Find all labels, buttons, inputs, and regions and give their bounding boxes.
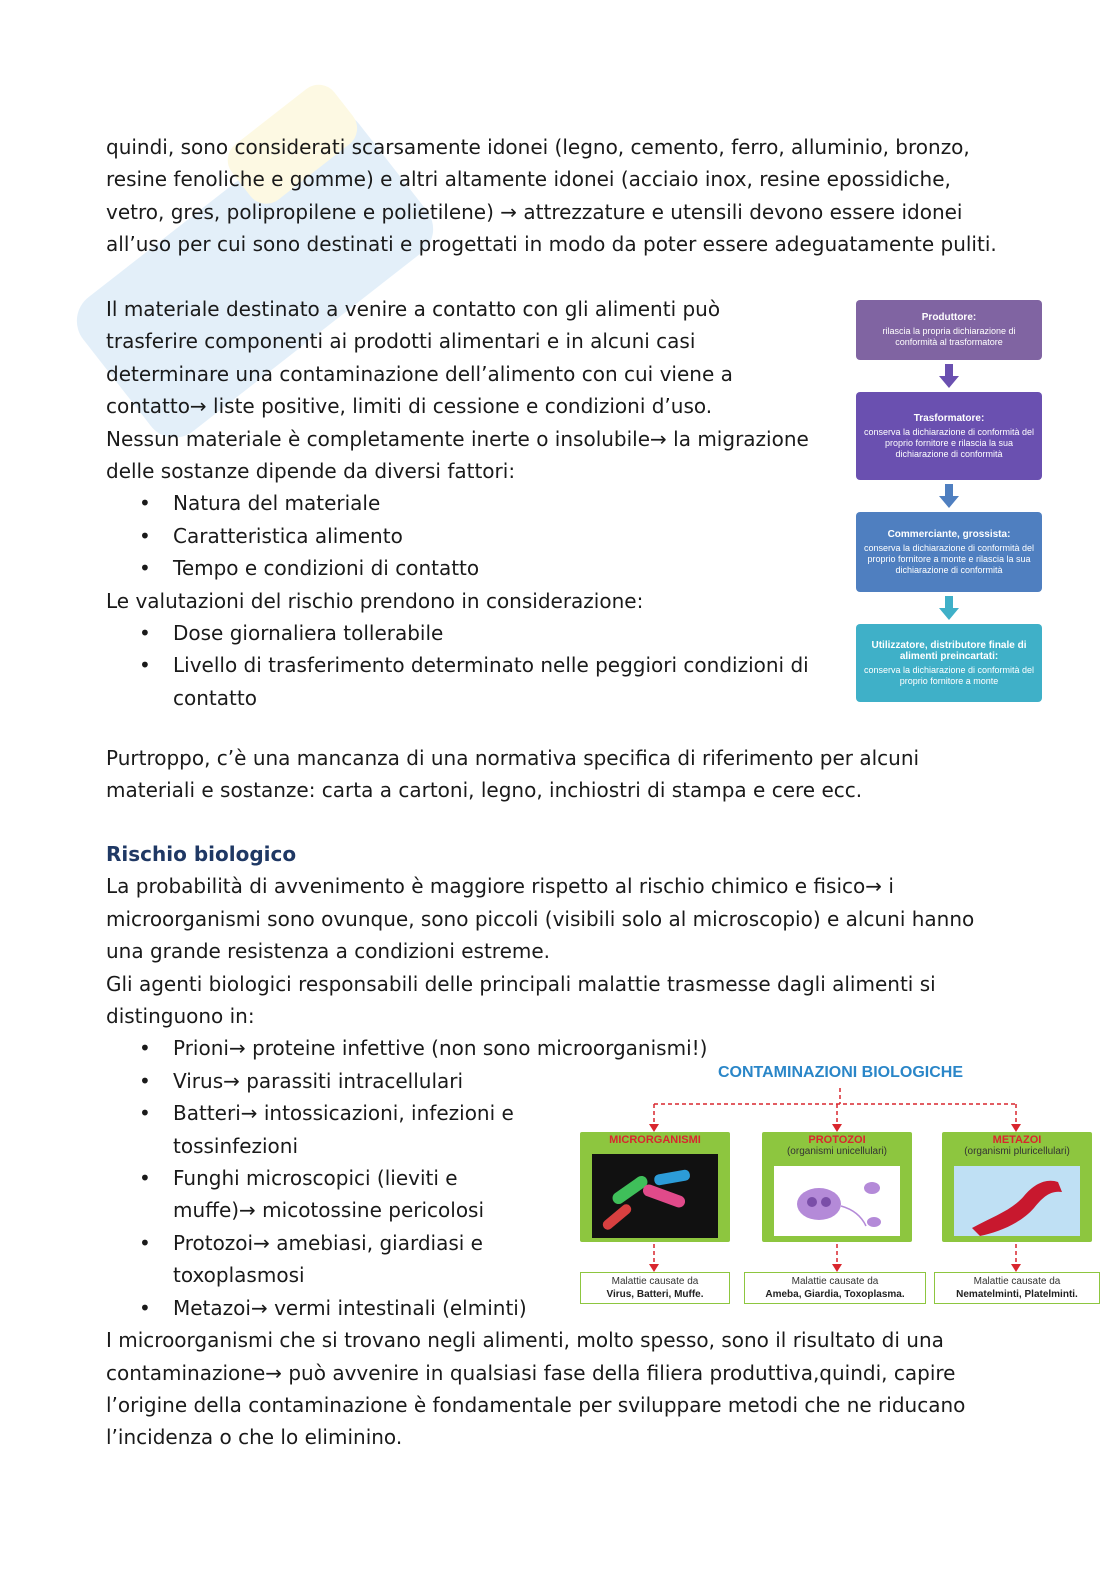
disease-box: Malattie causate da Ameba, Giardia, Toxoplasma. <box>744 1272 926 1304</box>
list-item: • Natura del materiale <box>106 487 818 519</box>
disease-box: Malattie causate da Virus, Batteri, Muffe. <box>580 1272 730 1304</box>
disease-box: Malattie causate da Nematelminti, Platelminti. <box>934 1272 1100 1304</box>
list-item: • Metazoi→ vermi intestinali (elminti) <box>106 1292 1006 1324</box>
bio-paragraph-2: Gli agenti biologici responsabili delle principali malattie trasmesse dagli alimenti si distinguono in: <box>106 971 936 1029</box>
bacteria-image <box>592 1154 718 1238</box>
factors-list <box>106 487 818 584</box>
list-item: • Dose giornaliera tollerabile <box>106 617 818 649</box>
flow-box-producer: Produttore: rilascia la propria dichiarazione di conformità al trasformatore <box>856 300 1042 360</box>
arrow-down-icon <box>939 596 959 620</box>
diagram-title: CONTAMINAZIONI BIOLOGICHE <box>717 1064 964 1081</box>
list-item: • Tempo e condizioni di contatto <box>106 552 818 584</box>
list-item: • Virus→ parassiti intracellulari <box>106 1065 1006 1097</box>
list-item: • Batteri→ intossicazioni, infezioni e tossinfezioni <box>106 1097 545 1162</box>
arrow-down-icon <box>939 484 959 508</box>
category-metazoi: METAZOI (organismi pluricellulari) <box>942 1132 1092 1242</box>
bio-paragraph-3: I microorganismi che si trovano negli alimenti, molto spesso, sono il risultato di una contaminazione→ può avvenire in qualsiasi fase della filiera produttiva,quindi, capire l’origine della contaminazione è fondamentale per sviluppare metodi che ne riducano l’incidenza o che lo eliminino. <box>106 1328 966 1450</box>
list-item: • Funghi microscopici (lieviti e muffe)→ micotossine pericolosi <box>106 1162 545 1227</box>
conformity-flowchart <box>856 300 1042 702</box>
list-item: • Prioni→ proteine infettive (non sono microorganismi!) <box>106 1032 1006 1064</box>
intro-paragraph: quindi, sono considerati scarsamente idonei (legno, cemento, ferro, alluminio, bronzo, resine fenoliche e gomme) e altri altamente idonei (acciaio inox, resine epossidiche, vetro, gres, polipropilene e polietilene) → attrezzature e utensili devono essere idonei all’uso per cui sono destinati e progettati in modo da poter essere adeguatamente puliti. <box>106 135 997 257</box>
category-microrganismi: MICRORGANISMI <box>580 1132 730 1242</box>
bio-contamination-diagram <box>578 1062 1103 1312</box>
material-paragraph-1: Il materiale destinato a venire a contatto con gli alimenti può trasferire componenti ai prodotti alimentari e in alcuni casi determinare una contaminazione dell’alimento con cui viene a contatto→ liste positive, limiti di cessione e condizioni d’uso. <box>106 297 733 419</box>
bio-paragraph-1: La probabilità di avvenimento è maggiore rispetto al rischio chimico e fisico→ i microorganismi sono ovunque, sono piccoli (visibili solo al microscopio) e alcuni hanno una grande resistenza a condizioni estreme. <box>106 874 975 964</box>
material-paragraph-2: Nessun materiale è completamente inerte o insolubile→ la migrazione delle sostanze dipende da diversi fattori: <box>106 426 809 484</box>
list-item: • Livello di trasferimento determinato nelle peggiori condizioni di contatto <box>106 649 818 714</box>
flow-box-merchant: Commerciante, grossista: conserva la dichiarazione di conformità del proprio fornitore a monte e rilascia la sua dichiarazione di conformità <box>856 512 1042 592</box>
list-item: • Protozoi→ amebiasi, giardiasi e toxoplasmosi <box>106 1227 545 1292</box>
protozoa-image <box>774 1166 900 1236</box>
flow-box-transformer: Trasformatore: conserva la dichiarazione di conformità del proprio fornitore e rilascia la sua dichiarazione di conformità <box>856 392 1042 480</box>
worm-image <box>954 1166 1080 1236</box>
material-paragraph-3: Le valutazioni del rischio prendono in considerazione: <box>106 588 644 613</box>
purtroppo-paragraph: Purtroppo, c’è una mancanza di una normativa specifica di riferimento per alcuni materiali e sostanze: carta a cartoni, legno, inchiostri di stampa e cere ecc. <box>106 746 920 803</box>
risk-list <box>106 617 818 714</box>
category-protozoi: PROTOZOI (organismi unicellulari) <box>762 1132 912 1242</box>
flow-box-user: Utilizzatore, distributore finale di alimenti preincartati: conserva la dichiarazione di conformità del proprio fornitore a monte <box>856 624 1042 702</box>
section-heading: Rischio biologico <box>106 842 297 866</box>
arrow-down-icon <box>939 364 959 388</box>
list-item: • Caratteristica alimento <box>106 520 818 552</box>
